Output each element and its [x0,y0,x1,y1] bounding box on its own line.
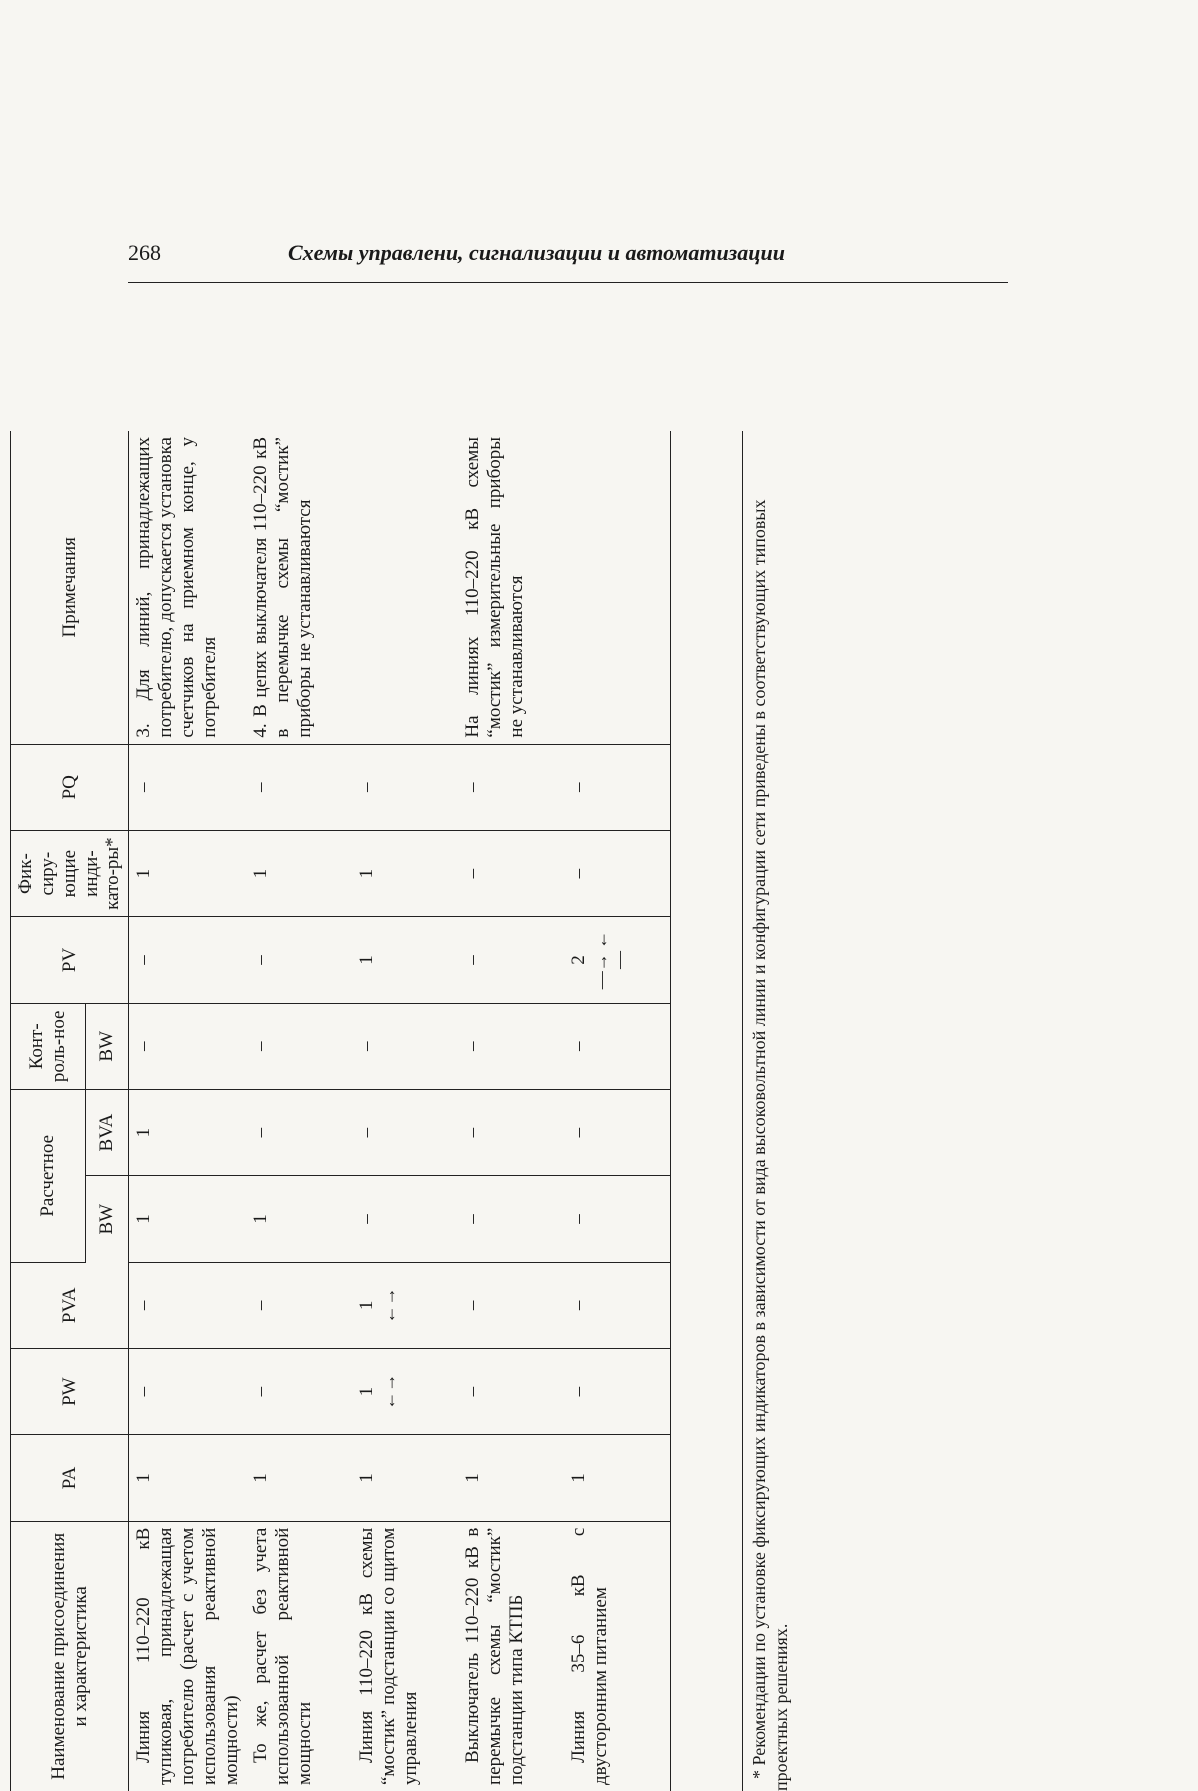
cell-pq: – [352,744,458,830]
cell-note [564,431,671,744]
cell-control-bw: – [352,1003,458,1089]
col-header-billing-bva: BVA [85,1089,129,1175]
cell-pva: – [246,1262,352,1348]
cell-billing-bva: 1 [129,1089,247,1175]
col-header-control: Конт-роль-ное [11,1003,86,1089]
rotated-table-area [0,431,842,1791]
cell-pva [352,1262,458,1348]
cell-control-bw: – [564,1003,671,1089]
table-row [564,431,671,1791]
cell-billing-bva: – [458,1089,564,1175]
table-row [246,431,352,1791]
cell-pa: 1 [246,1435,352,1521]
cell-pv: – [129,917,247,1003]
cell-pv: – [458,917,564,1003]
table-footnote [742,431,792,1791]
page-number: 268 [128,240,161,265]
cell-pw: – [246,1348,352,1434]
cell-pv-value: 2 [568,955,590,965]
cell-pw [352,1348,458,1434]
cell-pa: 1 [352,1435,458,1521]
row-name: Линия 110–220 кВ тупиковая, принадлежащая потребителю (расчет с учетом использования реактивной мощности) [133,1527,242,1785]
cell-fixing: 1 [246,830,352,916]
bidirectional-arrow-icon: —→ ←— [591,930,630,990]
cell-billing-bw: – [458,1176,564,1262]
cell-billing-bw: 1 [129,1176,247,1262]
cell-pq: – [564,744,671,830]
running-title: Схемы управлени, сигнализации и автоматизации [288,240,785,265]
cell-note: 3. Для линий, принадлежащих потребителю, допускается установка счетчиков на приемном конце, у потребителя [129,431,247,744]
cell-pva: – [564,1262,671,1348]
cell-note: 4. В цепях выключателя 110–220 кВ в перемычке схемы “мостик” приборы не устанавливаются [246,431,352,744]
cell-billing-bva: – [352,1089,458,1175]
cell-control-bw: – [129,1003,247,1089]
col-header-name: Наименование присоединения и характеристика [11,1521,129,1791]
cell-pq: – [129,744,247,830]
cell-note [352,431,458,744]
col-header-billing-bw: BW [85,1176,129,1262]
col-header-pa: PA [11,1435,129,1521]
row-name: Выключатель 110–220 кВ в перемычке схемы “мостик” подстанции типа КТПБ [462,1527,528,1785]
page-header [128,240,1008,283]
row-name: Линия 35–6 кВ с двусторонним питанием [564,1521,671,1791]
cell-fixing: 1 [129,830,247,916]
cell-fixing: – [458,830,564,916]
cell-billing-bw: – [564,1176,671,1262]
col-header-pq: PQ [11,744,129,830]
row-name: То же, расчет без учета использованной реактивной мощности [250,1527,316,1785]
cell-control-bw: – [246,1003,352,1089]
table-row [352,431,458,1791]
col-header-billing: Расчетное [11,1089,86,1262]
col-header-pw: PW [11,1348,129,1434]
cell-pq: – [246,744,352,830]
cell-pva-value: 1 [356,1300,378,1311]
cell-pa: 1 [564,1435,671,1521]
footnote-text: * Рекомендации по установке фиксирующих индикаторов в зависимости от вида высоковольтной линии и конфигурации сети приведены в соответствующих типовых проектных решениях. [749,499,791,1791]
cell-pa: 1 [129,1435,247,1521]
cell-billing-bw: 1 [246,1176,352,1262]
cell-billing-bw: – [352,1176,458,1262]
cell-billing-bva: – [246,1089,352,1175]
cell-pw-value: 1 [356,1386,378,1397]
cell-pw: – [564,1348,671,1434]
cell-fixing: – [564,830,671,916]
instruments-table [10,431,671,1791]
cell-pa: 1 [458,1435,564,1521]
row-name: Линия 110–220 кВ схемы “мостик” подстанции со щитом управления [356,1527,422,1785]
col-header-pva: PVA [11,1262,129,1348]
cell-pva: – [129,1262,247,1348]
table-row [458,431,564,1791]
cell-pv: – [246,917,352,1003]
table-row [129,431,247,1791]
col-header-control-bw: BW [85,1003,129,1089]
bidirectional-arrow-icon: ←→ [379,1373,400,1410]
cell-note: На линиях 110–220 кВ схемы “мостик” измерительные приборы не устанавливаются [458,431,564,744]
cell-pv [564,917,671,1003]
cell-fixing: 1 [352,830,458,916]
cell-pw: – [458,1348,564,1434]
cell-pq: – [458,744,564,830]
cell-pva: – [458,1262,564,1348]
col-header-fixing: Фик-сиру-ющие инди-като-ры* [11,830,129,916]
bidirectional-arrow-icon: ←→ [379,1287,400,1324]
cell-control-bw: – [458,1003,564,1089]
cell-pw: – [129,1348,247,1434]
col-header-notes: Примечания [11,431,129,744]
cell-billing-bva: – [564,1089,671,1175]
col-header-pv: PV [11,917,129,1003]
cell-pv: 1 [352,917,458,1003]
